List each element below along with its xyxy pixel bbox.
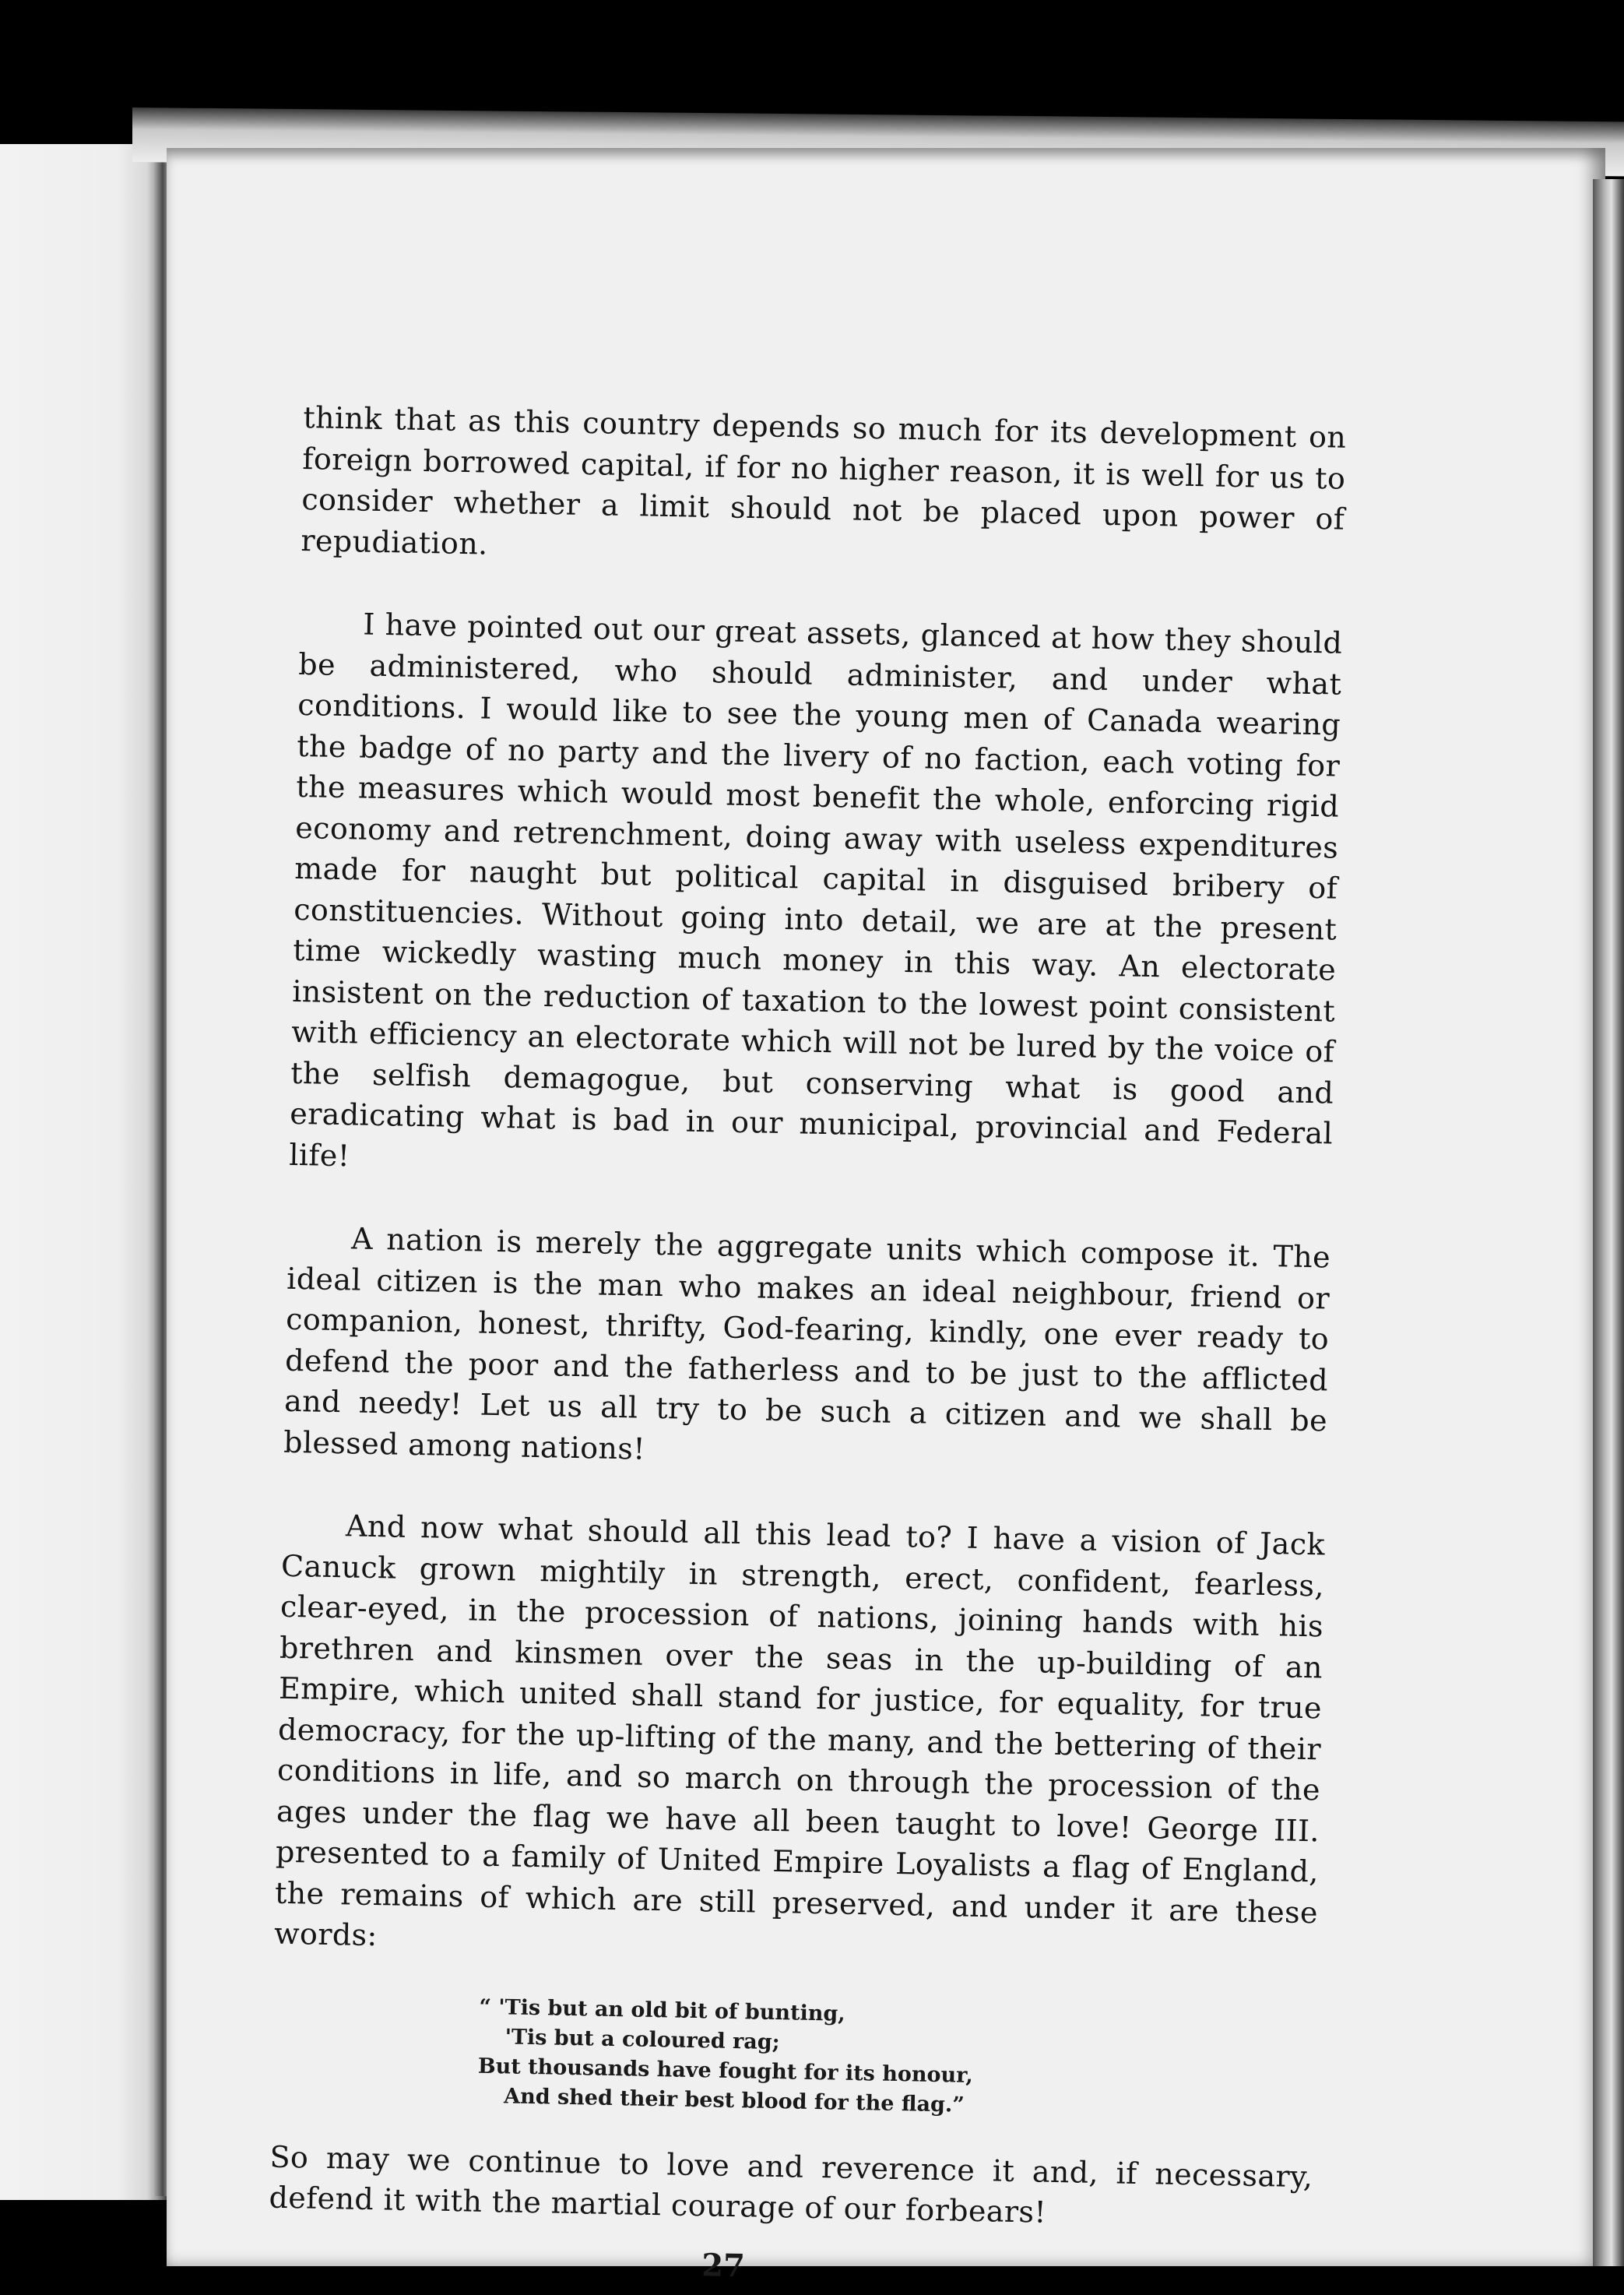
paragraph-2: I have pointed out our great assets, glanced at how they should be administered, who should administer, and under what conditions. I would like to see the young men of Canada wearing the badge of no party and the livery of no faction, each voting for the measures which would most benefit the whole, enforcing rigid economy and retrenchment, doing away with useless expenditures made for naught but political capital in disguised bribery of constituencies. Without going into detail, we are at the present time wickedly wasting much money in this way. An electorate insistent on the reduction of taxation to the lowest point consistent with efficiency an electorate which will not be lured by the voice of the selfish demagogue, but conserving what is good and eradicating what is bad in our municipal, provincial and Federal life! — [288, 607, 1343, 1173]
page-text — [268, 397, 1347, 2295]
paragraph-4: And now what should all this lead to? I have a vision of Jack Canuck grown mightily in strength, erect, confident, fearless, clear-eyed, in the procession of nations, joining hands with his brethren and kinsmen over the seas in the up-building of an Empire, which united shall stand for justice, for equality, for true democracy, for the up-lifting of the many, and the bettering of their conditions in life, and so march on through the procession of the ages under the flag we have all been taught to love! George III. presented to a family of United Empire Loyalists a flag of England, the remains of which are still preserved, and under it are these words: — [273, 1508, 1326, 1953]
closing-paragraph: So may we continue to love and reverence it and, if necessary, defend it with the martial courage of our forbears! — [269, 2139, 1313, 2230]
paragraph-3: A nation is merely the aggregate units which compose it. The ideal citizen is the man who makes an ideal neighbour, friend or companion, honest, thrifty, God-fearing, kindly, one ever ready to defend the poor and the fatherless and to be just to the afflicted and needy! Let us all try to be such a citizen and we shall be blessed among nations! — [283, 1221, 1331, 1466]
paragraph-1: think that as this country depends so much for its development on foreign borrowed capital, if for no higher reason, it is well for us to consider whether a limit should not be placed upon power of repudiation. — [301, 400, 1347, 561]
verse-line: 'Tis but a coloured rag; — [504, 2024, 780, 2054]
left-page-edge — [0, 144, 167, 2200]
verse-quotation — [477, 1992, 1316, 2127]
page-number: 27 — [701, 2246, 746, 2284]
verse-line: And shed their best blood for the flag.” — [503, 2083, 965, 2117]
page-right-edge — [1593, 179, 1624, 2266]
verse-line: “ 'Tis but an old bit of bunting, — [479, 1994, 845, 2026]
verse-line: But thousands have fought for its honour, — [477, 2054, 974, 2088]
